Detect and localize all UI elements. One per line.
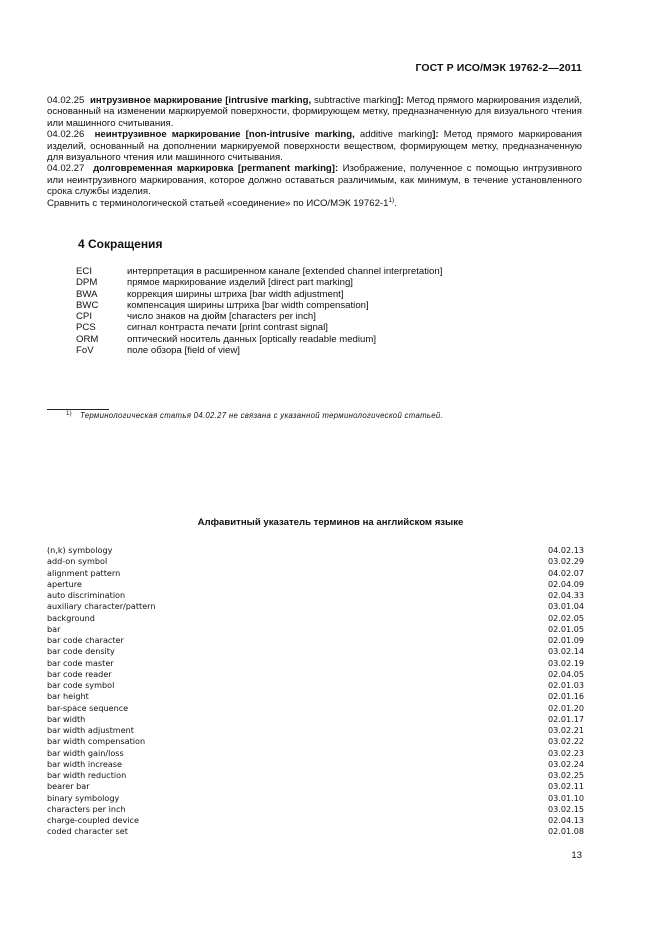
index-ref: 03.02.29 xyxy=(547,556,584,567)
index-entry xyxy=(47,804,584,815)
index-ref: 02.02.05 xyxy=(547,612,584,623)
abbreviation-row xyxy=(76,289,442,300)
index-entry xyxy=(47,624,584,635)
abbreviation-row xyxy=(76,277,442,288)
index-entry xyxy=(47,781,584,792)
abbreviation-row xyxy=(76,300,442,311)
term-definition: Изображение, полученное с помощью интрузивного или неинтрузивного маркирования, которое должно оставаться различимым, как минимум, в течение установленного срока службы изделия. xyxy=(47,163,582,198)
abbreviation-code: ECI xyxy=(76,266,92,277)
compare-note-end: . xyxy=(394,197,397,209)
abbreviation-row xyxy=(76,322,442,333)
term-en-alt: additive marking xyxy=(359,129,433,141)
index-term: bar code character xyxy=(47,635,124,645)
index-term: binary symbology xyxy=(47,792,120,803)
index-term: coded character set xyxy=(47,826,128,837)
footnote-separator xyxy=(47,409,109,410)
term-entry-04-02-26 xyxy=(47,129,582,163)
index-list xyxy=(47,545,584,838)
abbreviation-text: компенсация ширины штриха [bar width compensation] xyxy=(127,299,369,311)
index-term: bar xyxy=(47,623,61,634)
abbreviation-text: сигнал контраста печати [print contrast signal] xyxy=(127,322,328,334)
term-number: 04.02.25 xyxy=(47,95,85,106)
index-ref: 03.02.11 xyxy=(547,781,584,792)
abbreviation-code: PCS xyxy=(76,322,96,334)
index-entry xyxy=(47,826,584,837)
term-definition: Метод прямого маркирования изделий, основанный на изменении маркируемой поверхности, формирующем метку, предназначенную для визуального чтения или машинного считывания. xyxy=(47,95,583,129)
index-entry xyxy=(47,556,584,567)
index-ref: 03.02.22 xyxy=(547,736,584,747)
page-header-standard: ГОСТ Р ИСО/МЭК 19762-2—2011 xyxy=(415,62,582,74)
footnote-text: Терминологическая статья 04.02.27 не связана с указанной терминологической статьей. xyxy=(79,411,444,420)
index-term: add-on symbol xyxy=(47,556,108,567)
term-entry-04-02-25 xyxy=(47,95,582,129)
abbreviation-code: ORM xyxy=(76,333,99,345)
abbreviation-row xyxy=(76,311,442,322)
index-entry xyxy=(47,646,584,657)
index-entry xyxy=(47,601,584,612)
index-term: bar width increase xyxy=(47,758,122,769)
index-entry xyxy=(47,545,584,556)
index-term: bar width gain/loss xyxy=(47,747,124,758)
index-ref: 03.02.21 xyxy=(547,725,584,735)
index-ref: 02.01.08 xyxy=(547,826,584,837)
abbreviation-text: поле обзора [field of view] xyxy=(127,345,240,357)
footnote-mark: 1) xyxy=(66,411,72,417)
term-entries xyxy=(47,95,582,209)
index-ref: 02.04.33 xyxy=(547,590,584,600)
index-term: bar code reader xyxy=(47,668,112,679)
index-ref: 03.02.14 xyxy=(547,646,584,657)
index-entry xyxy=(47,680,584,691)
term-ru: интрузивное маркирование xyxy=(89,95,223,106)
index-ref: 02.01.09 xyxy=(547,635,584,645)
abbreviation-code: CPI xyxy=(76,311,92,323)
index-ref: 02.01.20 xyxy=(547,702,584,713)
index-term: bar width adjustment xyxy=(47,725,134,735)
term-close: ]: xyxy=(432,129,439,141)
index-term: bar-space sequence xyxy=(47,702,129,713)
index-ref: 04.02.07 xyxy=(547,567,584,578)
abbreviation-text: интерпретация в расширенном канале [extended channel interpretation] xyxy=(127,266,443,277)
index-entry xyxy=(47,613,584,624)
term-number: 04.02.27 xyxy=(47,163,85,175)
index-entry xyxy=(47,691,584,702)
index-entry xyxy=(47,759,584,770)
index-entry xyxy=(47,579,584,590)
index-term: bar width reduction xyxy=(47,770,127,780)
index-ref: 03.02.15 xyxy=(547,803,584,814)
index-entry xyxy=(47,736,584,747)
index-entry xyxy=(47,590,584,601)
index-ref: 02.01.17 xyxy=(547,713,584,724)
index-term: bar width xyxy=(47,713,86,724)
abbreviation-code: DPM xyxy=(76,277,98,289)
index-ref: 02.01.16 xyxy=(547,691,584,702)
index-term: bearer bar xyxy=(47,781,90,792)
footnote xyxy=(66,411,443,420)
index-term: auto discrimination xyxy=(47,590,126,600)
index-ref: 02.04.05 xyxy=(547,668,584,679)
index-entry xyxy=(47,568,584,579)
index-term: aperture xyxy=(47,578,82,589)
term-en-alt: subtractive marking xyxy=(313,95,398,106)
index-entry xyxy=(47,815,584,826)
abbreviation-text: коррекция ширины штриха [bar width adjustment] xyxy=(127,288,344,300)
section-4-title: 4 Сокращения xyxy=(78,237,163,251)
index-term: bar width compensation xyxy=(47,736,146,747)
term-ru: долговременная маркировка xyxy=(93,163,234,175)
index-entry xyxy=(47,725,584,736)
index-term: bar height xyxy=(47,691,89,702)
index-ref: 02.01.03 xyxy=(547,680,584,690)
term-ru: неинтрузивное маркирование xyxy=(94,129,241,141)
index-ref: 03.02.23 xyxy=(547,747,584,758)
index-title: Алфавитный указатель терминов на английском языке xyxy=(197,517,464,528)
abbreviation-row xyxy=(76,266,442,277)
index-ref: 03.01.10 xyxy=(547,792,584,803)
abbreviation-code: BWC xyxy=(76,299,99,311)
index-entry xyxy=(47,714,584,725)
index-entry xyxy=(47,635,584,646)
index-ref: 02.04.09 xyxy=(547,578,584,589)
index-ref: 03.01.04 xyxy=(547,601,584,612)
term-entry-04-02-27 xyxy=(47,163,582,197)
abbreviation-row xyxy=(76,345,442,356)
index-ref: 02.04.13 xyxy=(547,815,584,825)
term-en: [permanent marking] xyxy=(237,163,335,175)
index-term: auxiliary character/pattern xyxy=(47,601,156,612)
index-term: characters per inch xyxy=(47,803,126,814)
page-number: 13 xyxy=(571,850,582,861)
index-term: bar code symbol xyxy=(47,680,115,690)
index-term: bar code master xyxy=(47,657,114,668)
abbreviation-list xyxy=(76,266,442,356)
abbreviation-code: FoV xyxy=(76,345,94,357)
index-entry xyxy=(47,770,584,781)
abbreviation-text: число знаков на дюйм [characters per inch] xyxy=(127,311,316,323)
term-number: 04.02.26 xyxy=(47,129,85,141)
index-ref: 04.02.13 xyxy=(547,545,584,555)
abbreviation-row xyxy=(76,334,442,345)
index-term: background xyxy=(47,612,95,623)
index-entry xyxy=(47,669,584,680)
index-term: bar code density xyxy=(47,646,115,657)
index-ref: 02.01.05 xyxy=(547,623,584,634)
abbreviation-text: оптический носитель данных [optically readable medium] xyxy=(127,333,377,345)
index-term: (n,k) symbology xyxy=(47,545,113,555)
index-term: alignment pattern xyxy=(47,567,121,578)
index-entry xyxy=(47,793,584,804)
index-entry xyxy=(47,703,584,714)
index-ref: 03.02.24 xyxy=(547,758,584,769)
term-definition: Метод прямого маркирования изделий, основанный на дополнении маркируемой поверхности веществом, формирующем метку, предназначенную для визуального чтения или машинного считывания. xyxy=(47,129,583,164)
index-entry xyxy=(47,658,584,669)
index-ref: 03.02.25 xyxy=(547,770,584,780)
term-en: [intrusive marking, xyxy=(225,95,312,106)
term-close: ]: xyxy=(397,95,404,106)
index-entry xyxy=(47,748,584,759)
abbreviation-code: BWA xyxy=(76,288,98,300)
footnote-ref-mark: 1) xyxy=(388,196,395,204)
compare-note xyxy=(47,198,582,209)
index-ref: 03.02.19 xyxy=(547,657,584,668)
abbreviation-text: прямое маркирование изделий [direct part marking] xyxy=(127,277,353,289)
compare-note-text: Сравнить с терминологической статьей «соединение» по ИСО/МЭК 19762-1 xyxy=(47,197,389,209)
term-en: [non-intrusive marking, xyxy=(245,129,355,141)
term-close: : xyxy=(335,163,339,175)
index-term: charge-coupled device xyxy=(47,815,139,825)
